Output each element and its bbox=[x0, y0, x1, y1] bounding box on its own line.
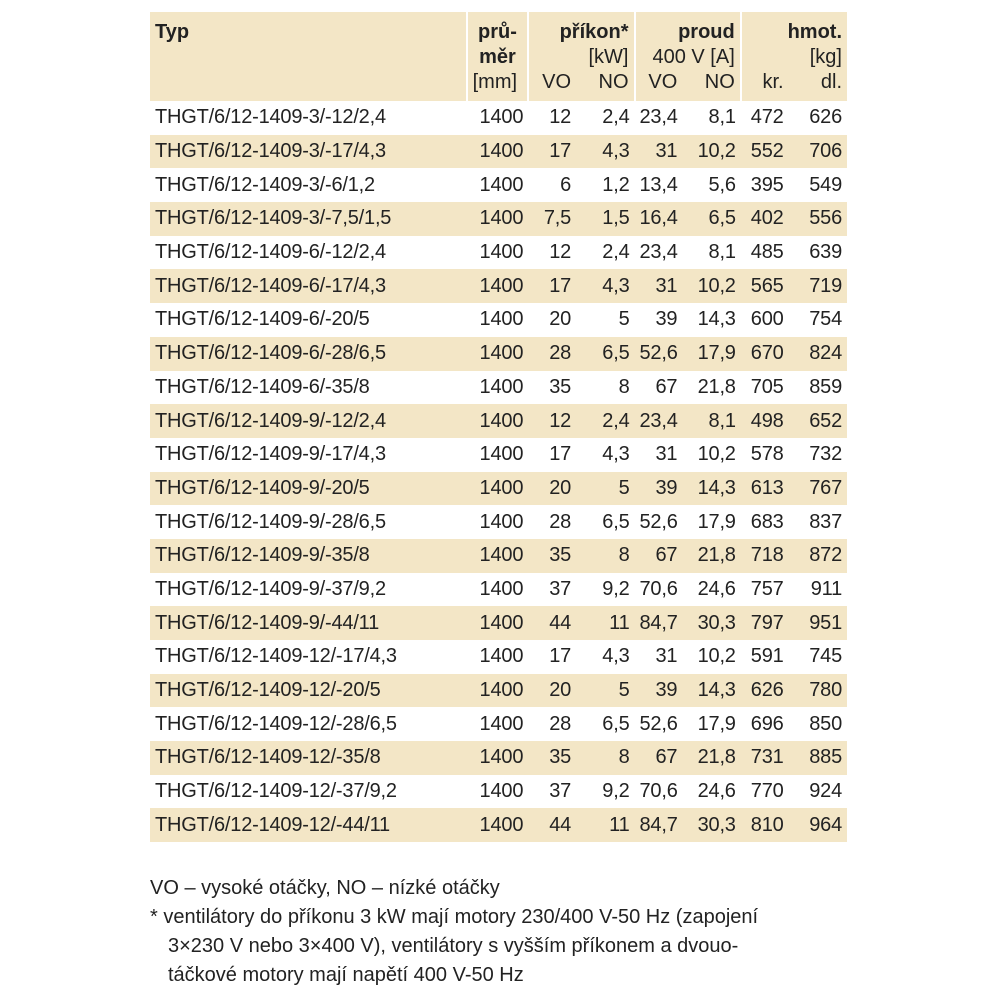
cell-diameter: 1400 bbox=[479, 241, 524, 264]
cell-current-vo: 23,4 bbox=[635, 404, 683, 438]
cell-current-no: 10,2 bbox=[682, 269, 740, 303]
header-no-current: NO bbox=[682, 70, 740, 101]
cell-typ: THGT/6/12-1409-12/-37/9,2 bbox=[155, 780, 397, 803]
cell-power-vo: 17 bbox=[528, 135, 576, 169]
cell-current-vo: 39 bbox=[635, 674, 683, 708]
cell-current-vo: 67 bbox=[635, 539, 683, 573]
cell-weight-dl: 911 bbox=[810, 577, 842, 600]
cell-diameter: 1400 bbox=[479, 173, 524, 196]
header-prikon: příkon* bbox=[528, 12, 634, 45]
cell-current-vo: 31 bbox=[635, 269, 683, 303]
header-kr: kr. bbox=[741, 70, 789, 101]
cell-weight-kr: 395 bbox=[750, 173, 784, 196]
cell-typ: THGT/6/12-1409-9/-35/8 bbox=[150, 539, 467, 573]
cell-current-no: 10,2 bbox=[697, 645, 736, 668]
cell-diameter: 1400 bbox=[479, 712, 524, 735]
cell-power-no: 2,4 bbox=[602, 106, 630, 129]
cell-typ: THGT/6/12-1409-9/-12/2,4 bbox=[150, 404, 467, 438]
cell-weight-dl: 837 bbox=[809, 510, 842, 533]
cell-power-vo: 20 bbox=[549, 308, 572, 331]
table-row bbox=[150, 303, 847, 337]
cell-power-no: 4,3 bbox=[576, 269, 634, 303]
cell-typ: THGT/6/12-1409-9/-44/11 bbox=[150, 606, 467, 640]
cell-weight-kr: 402 bbox=[741, 202, 789, 236]
cell-diameter: 1400 bbox=[479, 577, 524, 600]
cell-current-vo: 70,6 bbox=[639, 577, 678, 600]
cell-diameter: 1400 bbox=[467, 539, 529, 573]
table-row bbox=[150, 168, 847, 202]
header-hmot: hmot. bbox=[741, 12, 847, 45]
cell-diameter: 1400 bbox=[479, 510, 524, 533]
cell-diameter: 1400 bbox=[467, 472, 529, 506]
cell-typ: THGT/6/12-1409-12/-17/4,3 bbox=[155, 645, 397, 668]
cell-diameter: 1400 bbox=[467, 606, 529, 640]
table-row bbox=[150, 438, 847, 472]
cell-current-vo: 67 bbox=[635, 741, 683, 775]
table-row bbox=[150, 404, 847, 438]
cell-power-vo: 28 bbox=[528, 337, 576, 371]
cell-weight-dl: 872 bbox=[789, 539, 847, 573]
table-row bbox=[150, 707, 847, 741]
cell-power-no: 5 bbox=[576, 472, 634, 506]
cell-typ: THGT/6/12-1409-9/-20/5 bbox=[150, 472, 467, 506]
spec-table bbox=[150, 12, 847, 842]
cell-weight-dl: 626 bbox=[809, 106, 842, 129]
cell-weight-dl: 754 bbox=[809, 308, 842, 331]
cell-diameter: 1400 bbox=[479, 443, 524, 466]
cell-current-vo: 52,6 bbox=[639, 712, 678, 735]
cell-weight-kr: 718 bbox=[741, 539, 789, 573]
cell-power-vo: 35 bbox=[528, 741, 576, 775]
header-dl: dl. bbox=[789, 70, 847, 101]
cell-current-vo: 70,6 bbox=[639, 780, 678, 803]
cell-typ: THGT/6/12-1409-9/-17/4,3 bbox=[155, 443, 386, 466]
cell-diameter: 1400 bbox=[467, 808, 529, 842]
cell-diameter: 1400 bbox=[467, 135, 529, 169]
cell-typ: THGT/6/12-1409-12/-28/6,5 bbox=[155, 712, 397, 735]
cell-current-no: 8,1 bbox=[708, 241, 736, 264]
cell-power-vo: 35 bbox=[549, 375, 572, 398]
cell-diameter: 1400 bbox=[479, 645, 524, 668]
cell-weight-kr: 670 bbox=[741, 337, 789, 371]
table-row bbox=[150, 808, 847, 842]
table-row bbox=[150, 337, 847, 371]
cell-weight-kr: 757 bbox=[750, 577, 784, 600]
cell-diameter: 1400 bbox=[467, 404, 529, 438]
cell-power-vo: 20 bbox=[528, 472, 576, 506]
cell-power-vo: 12 bbox=[549, 106, 572, 129]
cell-power-no: 9,2 bbox=[602, 577, 630, 600]
footnotes bbox=[150, 874, 850, 990]
table-row bbox=[150, 135, 847, 169]
cell-current-no: 30,3 bbox=[682, 606, 740, 640]
cell-current-no: 21,8 bbox=[682, 741, 740, 775]
footnote-asterisk-cont2: táčkové motory mají napětí 400 V-50 Hz bbox=[168, 964, 524, 986]
cell-current-no: 8,1 bbox=[682, 404, 740, 438]
cell-power-no: 5 bbox=[576, 674, 634, 708]
cell-diameter: 1400 bbox=[467, 269, 529, 303]
cell-weight-dl: 549 bbox=[809, 173, 842, 196]
cell-current-vo: 52,6 bbox=[639, 510, 678, 533]
table-row bbox=[150, 202, 847, 236]
cell-current-no: 14,3 bbox=[682, 472, 740, 506]
cell-typ: THGT/6/12-1409-3/-6/1,2 bbox=[155, 173, 375, 196]
cell-current-no: 10,2 bbox=[697, 443, 736, 466]
cell-power-vo: 6 bbox=[560, 173, 572, 196]
cell-typ: THGT/6/12-1409-9/-28/6,5 bbox=[155, 510, 386, 533]
cell-weight-dl: 556 bbox=[789, 202, 847, 236]
cell-typ: THGT/6/12-1409-12/-44/11 bbox=[150, 808, 467, 842]
cell-weight-kr: 696 bbox=[750, 712, 784, 735]
cell-weight-kr: 498 bbox=[741, 404, 789, 438]
cell-typ: THGT/6/12-1409-12/-20/5 bbox=[150, 674, 467, 708]
cell-current-vo: 23,4 bbox=[639, 106, 678, 129]
cell-weight-kr: 797 bbox=[741, 606, 789, 640]
cell-power-no: 8 bbox=[576, 741, 634, 775]
cell-power-vo: 7,5 bbox=[528, 202, 576, 236]
table-row bbox=[150, 371, 847, 405]
cell-power-no: 5 bbox=[618, 308, 630, 331]
cell-power-no: 8 bbox=[576, 539, 634, 573]
cell-weight-dl: 719 bbox=[789, 269, 847, 303]
header-prumer-unit: [mm] bbox=[467, 70, 529, 101]
cell-current-vo: 67 bbox=[655, 375, 678, 398]
cell-current-no: 21,8 bbox=[682, 539, 740, 573]
cell-weight-kr: 578 bbox=[750, 443, 784, 466]
cell-power-no: 1,5 bbox=[576, 202, 634, 236]
cell-diameter: 1400 bbox=[479, 308, 524, 331]
cell-current-no: 6,5 bbox=[682, 202, 740, 236]
cell-diameter: 1400 bbox=[467, 337, 529, 371]
cell-weight-kr: 485 bbox=[750, 241, 784, 264]
cell-weight-dl: 850 bbox=[809, 712, 842, 735]
cell-power-no: 4,3 bbox=[576, 135, 634, 169]
cell-power-no: 1,2 bbox=[602, 173, 630, 196]
cell-weight-dl: 767 bbox=[789, 472, 847, 506]
cell-diameter: 1400 bbox=[467, 202, 529, 236]
cell-typ: THGT/6/12-1409-6/-28/6,5 bbox=[150, 337, 467, 371]
cell-power-vo: 20 bbox=[528, 674, 576, 708]
cell-power-no: 11 bbox=[576, 808, 634, 842]
cell-current-no: 17,9 bbox=[697, 712, 736, 735]
cell-current-vo: 31 bbox=[655, 443, 678, 466]
cell-current-no: 24,6 bbox=[697, 780, 736, 803]
cell-power-vo: 17 bbox=[528, 269, 576, 303]
table-row bbox=[150, 472, 847, 506]
cell-diameter: 1400 bbox=[467, 741, 529, 775]
cell-power-no: 11 bbox=[576, 606, 634, 640]
cell-current-vo: 23,4 bbox=[639, 241, 678, 264]
header-vo-current: VO bbox=[635, 70, 683, 101]
cell-power-no: 2,4 bbox=[576, 404, 634, 438]
cell-power-vo: 17 bbox=[549, 443, 572, 466]
cell-power-vo: 12 bbox=[549, 241, 572, 264]
cell-power-vo: 12 bbox=[528, 404, 576, 438]
table-row bbox=[150, 674, 847, 708]
cell-weight-kr: 770 bbox=[750, 780, 784, 803]
cell-weight-dl: 639 bbox=[809, 241, 842, 264]
cell-current-no: 5,6 bbox=[708, 173, 736, 196]
cell-power-vo: 35 bbox=[528, 539, 576, 573]
cell-weight-kr: 810 bbox=[741, 808, 789, 842]
cell-typ: THGT/6/12-1409-3/-17/4,3 bbox=[150, 135, 467, 169]
table-row bbox=[150, 640, 847, 674]
cell-typ: THGT/6/12-1409-9/-37/9,2 bbox=[155, 577, 386, 600]
cell-diameter: 1400 bbox=[467, 674, 529, 708]
cell-current-vo: 16,4 bbox=[635, 202, 683, 236]
cell-power-no: 6,5 bbox=[602, 712, 630, 735]
cell-current-vo: 13,4 bbox=[639, 173, 678, 196]
cell-typ: THGT/6/12-1409-12/-35/8 bbox=[150, 741, 467, 775]
cell-power-vo: 28 bbox=[549, 510, 572, 533]
cell-power-no: 4,3 bbox=[602, 645, 630, 668]
table-row bbox=[150, 741, 847, 775]
footnote-asterisk: * ventilátory do příkonu 3 kW mají motory 230/400 V-50 Hz (zapojení bbox=[150, 906, 759, 928]
header-vo: VO bbox=[528, 70, 576, 101]
header-prikon-unit: [kW] bbox=[528, 45, 634, 70]
cell-weight-dl: 885 bbox=[789, 741, 847, 775]
cell-power-no: 9,2 bbox=[602, 780, 630, 803]
cell-weight-kr: 731 bbox=[741, 741, 789, 775]
table-row bbox=[150, 539, 847, 573]
cell-current-vo: 31 bbox=[655, 645, 678, 668]
header-typ-blank bbox=[150, 70, 467, 101]
cell-power-vo: 44 bbox=[528, 808, 576, 842]
cell-current-vo: 84,7 bbox=[635, 606, 683, 640]
cell-weight-kr: 626 bbox=[741, 674, 789, 708]
table-header bbox=[150, 12, 847, 101]
cell-diameter: 1400 bbox=[479, 780, 524, 803]
table-row bbox=[150, 101, 847, 135]
cell-current-no: 24,6 bbox=[697, 577, 736, 600]
cell-power-vo: 28 bbox=[549, 712, 572, 735]
cell-power-no: 6,5 bbox=[602, 510, 630, 533]
cell-current-no: 17,9 bbox=[697, 510, 736, 533]
cell-current-vo: 39 bbox=[635, 472, 683, 506]
cell-weight-dl: 964 bbox=[789, 808, 847, 842]
header-proud-unit: 400 V [A] bbox=[635, 45, 741, 70]
cell-current-vo: 31 bbox=[635, 135, 683, 169]
table-row bbox=[150, 505, 847, 539]
cell-current-no: 10,2 bbox=[682, 135, 740, 169]
cell-typ: THGT/6/12-1409-3/-12/2,4 bbox=[155, 106, 386, 129]
header-prumer-line1: prů- bbox=[477, 21, 517, 43]
table-row bbox=[150, 775, 847, 809]
cell-weight-dl: 824 bbox=[789, 337, 847, 371]
header-proud: proud bbox=[635, 12, 741, 45]
cell-weight-kr: 705 bbox=[750, 375, 784, 398]
cell-power-no: 8 bbox=[618, 375, 630, 398]
cell-current-vo: 84,7 bbox=[635, 808, 683, 842]
header-hmot-unit: [kg] bbox=[741, 45, 847, 70]
cell-typ: THGT/6/12-1409-6/-17/4,3 bbox=[150, 269, 467, 303]
cell-power-no: 4,3 bbox=[602, 443, 630, 466]
header-prumer bbox=[467, 12, 529, 70]
table-row bbox=[150, 573, 847, 607]
cell-current-no: 21,8 bbox=[697, 375, 736, 398]
cell-current-no: 8,1 bbox=[708, 106, 736, 129]
header-typ: Typ bbox=[150, 12, 467, 70]
cell-weight-kr: 591 bbox=[750, 645, 784, 668]
cell-weight-kr: 613 bbox=[741, 472, 789, 506]
cell-weight-dl: 745 bbox=[809, 645, 842, 668]
cell-power-vo: 17 bbox=[549, 645, 572, 668]
table-row bbox=[150, 606, 847, 640]
cell-current-no: 14,3 bbox=[697, 308, 736, 331]
cell-weight-dl: 951 bbox=[789, 606, 847, 640]
table-body bbox=[150, 101, 847, 842]
cell-typ: THGT/6/12-1409-6/-12/2,4 bbox=[155, 241, 386, 264]
cell-power-vo: 37 bbox=[549, 577, 572, 600]
header-prumer-line2: měr bbox=[479, 46, 516, 68]
cell-power-no: 6,5 bbox=[576, 337, 634, 371]
cell-diameter: 1400 bbox=[479, 375, 524, 398]
cell-power-vo: 44 bbox=[528, 606, 576, 640]
cell-typ: THGT/6/12-1409-6/-35/8 bbox=[155, 375, 370, 398]
cell-weight-dl: 706 bbox=[789, 135, 847, 169]
table-row bbox=[150, 269, 847, 303]
cell-weight-kr: 683 bbox=[750, 510, 784, 533]
cell-current-no: 30,3 bbox=[682, 808, 740, 842]
cell-weight-dl: 859 bbox=[809, 375, 842, 398]
cell-weight-kr: 565 bbox=[741, 269, 789, 303]
cell-weight-dl: 780 bbox=[789, 674, 847, 708]
footnote-asterisk-cont1: 3×230 V nebo 3×400 V), ventilátory s vyšším příkonem a dvouo- bbox=[168, 935, 739, 957]
footnote-legend: VO – vysoké otáčky, NO – nízké otáčky bbox=[150, 877, 500, 899]
cell-weight-dl: 924 bbox=[809, 780, 842, 803]
cell-typ: THGT/6/12-1409-6/-20/5 bbox=[155, 308, 370, 331]
cell-weight-kr: 552 bbox=[741, 135, 789, 169]
cell-current-vo: 39 bbox=[655, 308, 678, 331]
cell-current-vo: 52,6 bbox=[635, 337, 683, 371]
cell-weight-kr: 472 bbox=[750, 106, 784, 129]
cell-weight-dl: 732 bbox=[809, 443, 842, 466]
cell-typ: THGT/6/12-1409-3/-7,5/1,5 bbox=[150, 202, 467, 236]
cell-weight-kr: 600 bbox=[750, 308, 784, 331]
header-no: NO bbox=[576, 70, 634, 101]
cell-power-vo: 37 bbox=[549, 780, 572, 803]
cell-weight-dl: 652 bbox=[789, 404, 847, 438]
cell-power-no: 2,4 bbox=[602, 241, 630, 264]
cell-current-no: 14,3 bbox=[682, 674, 740, 708]
cell-current-no: 17,9 bbox=[682, 337, 740, 371]
cell-diameter: 1400 bbox=[479, 106, 524, 129]
table-row bbox=[150, 236, 847, 270]
